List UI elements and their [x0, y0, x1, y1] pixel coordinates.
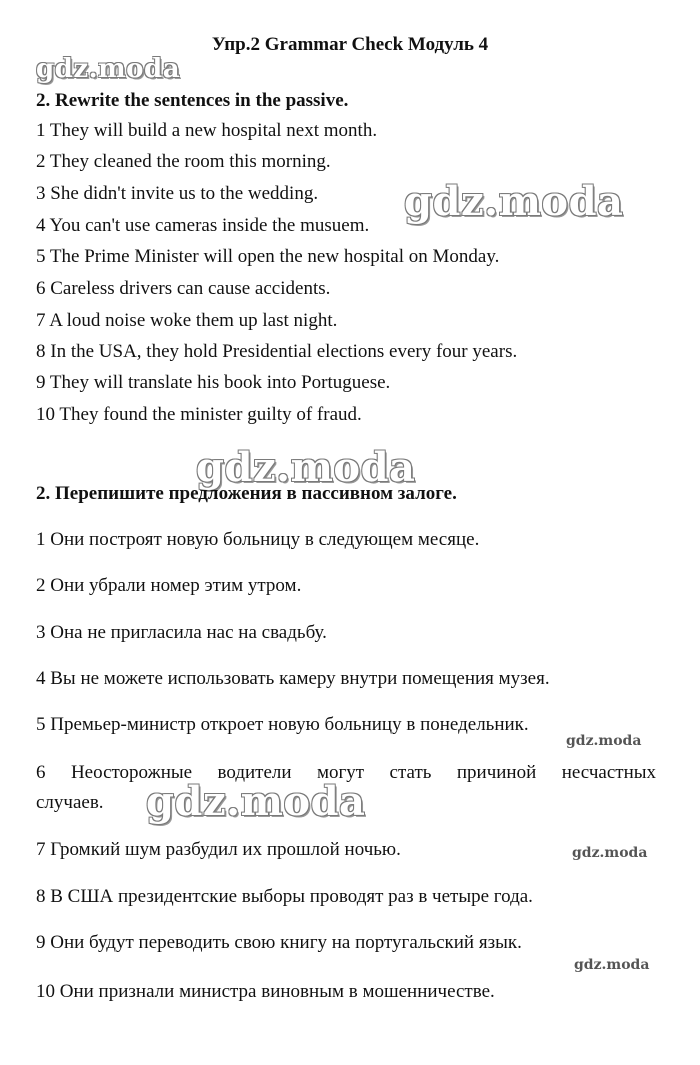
russian-sentence: 3 Она не пригласила нас на свадьбу. — [36, 622, 327, 643]
english-sentence: 1 They will build a new hospital next month. — [36, 120, 378, 141]
watermark-logo: gdz.moda — [572, 845, 648, 861]
russian-sentence: 6 Неосторожные водители могут стать причиной несчастных — [36, 762, 656, 783]
watermark-logo: gdz.moda — [36, 54, 181, 84]
russian-sentence: 9 Они будут переводить свою книгу на португальский язык. — [36, 932, 522, 953]
russian-sentence: 10 Они признали министра виновным в мошенничестве. — [36, 981, 495, 1002]
page-title: Упр.2 Grammar Check Модуль 4 — [211, 34, 489, 55]
watermark-logo: gdz.moda — [566, 733, 642, 749]
english-sentence: 6 Careless drivers can cause accidents. — [36, 278, 331, 299]
english-sentence: 7 A loud noise woke them up last night. — [36, 310, 338, 331]
russian-heading: 2. Перепишите предложения в пассивном залоге. — [36, 483, 457, 504]
russian-sentence: 5 Премьер-министр откроет новую больницу в понедельник. — [36, 714, 529, 735]
russian-sentence-continuation: случаев. — [36, 792, 104, 813]
russian-sentence: 1 Они построят новую больницу в следующем месяце. — [36, 529, 480, 550]
russian-sentence: 2 Они убрали номер этим утром. — [36, 575, 302, 596]
english-sentence: 2 They cleaned the room this morning. — [36, 151, 331, 172]
english-heading: 2. Rewrite the sentences in the passive. — [36, 90, 349, 111]
english-sentence: 4 You can't use cameras inside the musuem. — [36, 215, 370, 236]
english-sentence: 9 They will translate his book into Portuguese. — [36, 372, 391, 393]
english-sentence: 3 She didn't invite us to the wedding. — [36, 183, 319, 204]
english-sentence: 10 They found the minister guilty of fraud. — [36, 404, 362, 425]
watermark-logo: gdz.moda — [146, 778, 366, 825]
russian-sentence: 8 В США президентские выборы проводят раз в четыре года. — [36, 886, 533, 907]
english-sentence: 8 In the USA, they hold Presidential elections every four years. — [36, 341, 518, 362]
watermark-logo: gdz.moda — [404, 178, 624, 225]
english-sentence: 5 The Prime Minister will open the new hospital on Monday. — [36, 246, 500, 267]
russian-sentence: 4 Вы не можете использовать камеру внутри помещения музея. — [36, 668, 550, 689]
watermark-logo: gdz.moda — [196, 444, 416, 491]
russian-sentence: 7 Громкий шум разбудил их прошлой ночью. — [36, 839, 401, 860]
watermark-logo: gdz.moda — [574, 957, 650, 973]
